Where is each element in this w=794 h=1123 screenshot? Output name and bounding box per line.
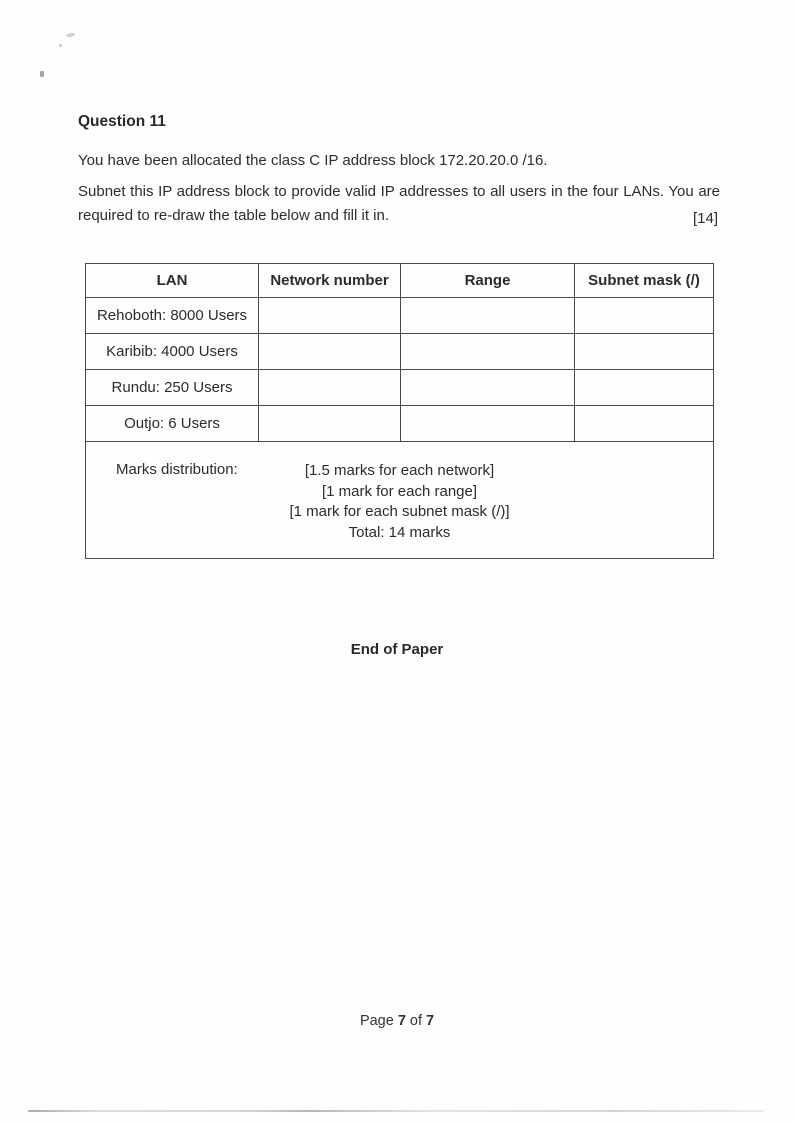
table-row bbox=[86, 370, 714, 406]
marks-distribution-lines bbox=[86, 442, 713, 543]
fill-in-cell-network bbox=[259, 406, 401, 442]
column-header-lan: LAN bbox=[86, 264, 259, 298]
column-header-subnet-mask: Subnet mask (/) bbox=[575, 264, 714, 298]
fill-in-cell-range bbox=[401, 406, 575, 442]
marks-line-range: [1 mark for each range] bbox=[321, 482, 478, 500]
fill-in-cell-range bbox=[401, 370, 575, 406]
table-row bbox=[86, 406, 714, 442]
lan-label-cell: Outjo: 6 Users bbox=[86, 406, 259, 442]
lan-label-cell: Karibib: 4000 Users bbox=[86, 334, 259, 370]
marks-line-network: [1.5 marks for each network] bbox=[304, 462, 495, 479]
lan-label-cell: Rundu: 250 Users bbox=[86, 370, 259, 406]
marks-distribution-row bbox=[86, 442, 714, 559]
lan-label-cell: Rehoboth: 8000 Users bbox=[86, 298, 259, 334]
question-instruction-block bbox=[78, 180, 720, 228]
marks-line-total: Total: 14 marks bbox=[348, 523, 451, 541]
column-header-range: Range bbox=[401, 264, 575, 298]
fill-in-cell-range bbox=[401, 298, 575, 334]
fill-in-cell-mask bbox=[575, 406, 714, 442]
question-heading: Question 11 bbox=[78, 113, 166, 130]
fill-in-cell-network bbox=[259, 334, 401, 370]
marks-allocation-badge: [14] bbox=[685, 210, 718, 227]
marks-distribution-label: Marks distribution: bbox=[116, 461, 238, 478]
fill-in-cell-network bbox=[259, 370, 401, 406]
of-label: of bbox=[409, 1013, 422, 1029]
fill-in-cell-mask bbox=[575, 370, 714, 406]
question-instruction-text: Subnet this IP address block to provide valid IP addresses to all users in the four LANs. You are required to re-draw the table below and fill it in. bbox=[78, 183, 720, 224]
end-of-paper-text: End of Paper bbox=[350, 641, 444, 658]
fill-in-cell-mask bbox=[575, 334, 714, 370]
scan-artifact bbox=[40, 71, 44, 77]
page-footer bbox=[0, 1013, 794, 1029]
page-number: 7 bbox=[397, 1013, 406, 1029]
fill-in-cell-network bbox=[259, 298, 401, 334]
marks-line-mask: [1 mark for each subnet mask (/)] bbox=[289, 503, 510, 520]
question-intro-text: You have been allocated the class C IP address block 172.20.20.0 /16. bbox=[78, 152, 548, 169]
table-row bbox=[86, 334, 714, 370]
column-header-network-number: Network number bbox=[259, 264, 401, 298]
table-row bbox=[86, 298, 714, 334]
total-pages: 7 bbox=[425, 1013, 435, 1029]
page-label: Page bbox=[359, 1013, 394, 1029]
scan-artifact bbox=[66, 32, 76, 38]
scan-page-edge-artifact bbox=[28, 1110, 764, 1112]
scan-artifact bbox=[59, 44, 62, 47]
marks-distribution-cell bbox=[86, 442, 714, 559]
fill-in-cell-mask bbox=[575, 298, 714, 334]
table-header-row bbox=[86, 264, 714, 298]
subnetting-answer-table bbox=[85, 263, 714, 559]
fill-in-cell-range bbox=[401, 334, 575, 370]
